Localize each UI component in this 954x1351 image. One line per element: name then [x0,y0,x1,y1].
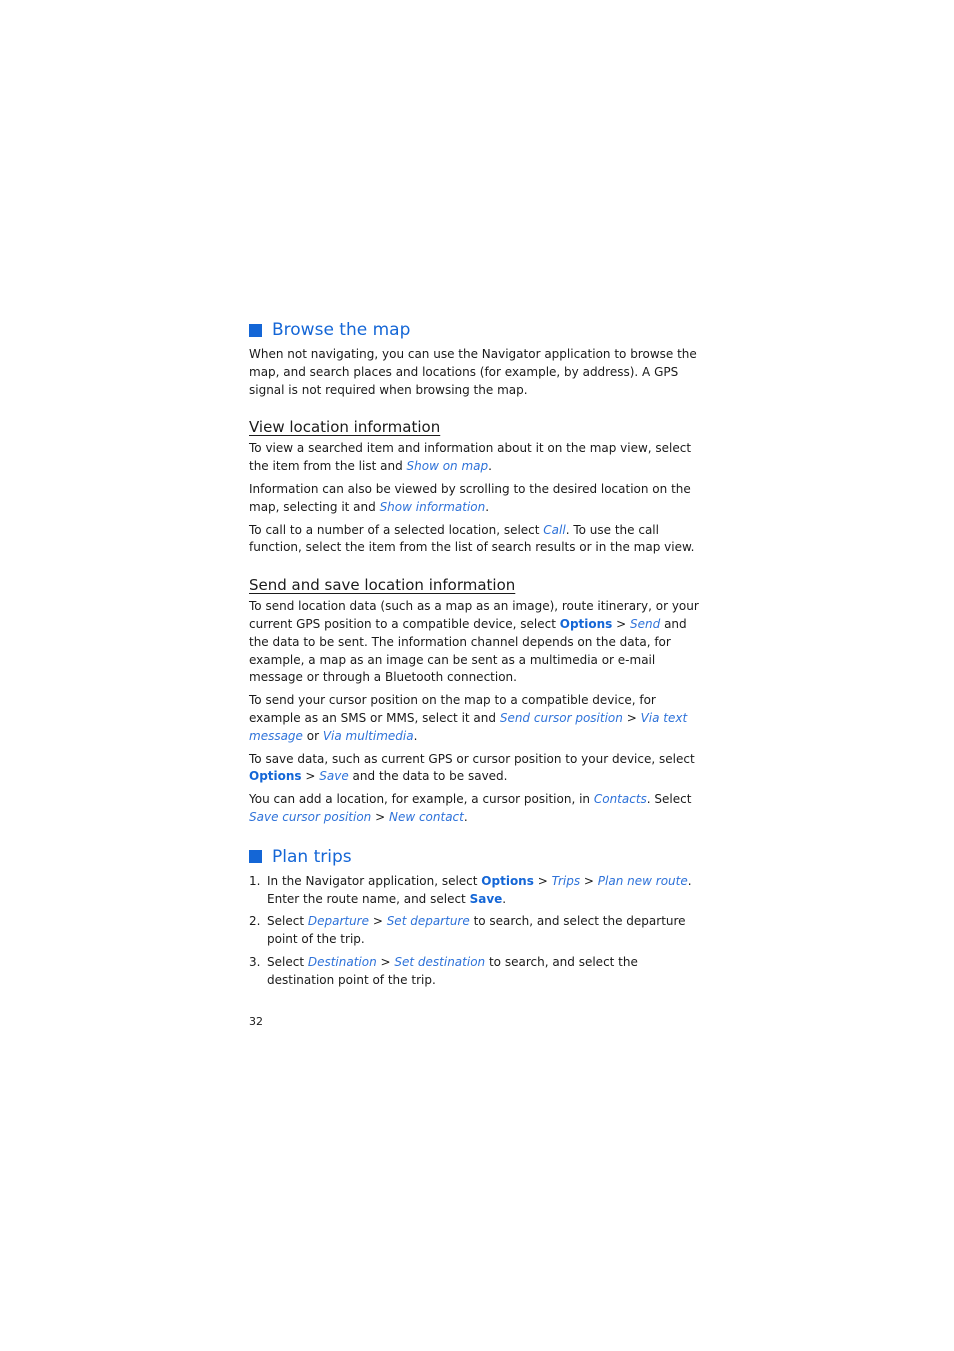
plan-new-route-link: Plan new route [597,873,688,888]
list-item: 1. In the Navigator application, select Options > Trips > Plan new route. Enter the route name, and select Save. [249,873,692,906]
options-label: Options [559,616,613,631]
send-link: Send [630,616,661,631]
via-multimedia-link: Via multimedia [322,728,414,743]
send-paragraph-4: You can add a location, for example, a cursor position, in Contacts. Select Save cursor position > New contact. [249,792,692,824]
via-text-message-link: Via text message [249,710,688,743]
heading-view-location-information: View location information [249,418,441,437]
blue-square-bullet-icon [249,850,262,863]
show-on-map-link: Show on map [406,459,489,474]
save-cursor-position-link: Save cursor position [249,809,372,824]
send-cursor-position-link: Send cursor position [499,710,623,725]
send-paragraph-2: To send your cursor position on the map to a compatible device, for example as an SMS or MMS, select it and Send cursor position > Via text message or Via multimedia. [249,693,688,743]
destination-link: Destination [307,954,377,969]
contacts-link: Contacts [593,792,647,807]
page-content [249,318,705,995]
heading-browse-the-map [249,318,705,342]
browse-intro-paragraph: When not navigating, you can use the Navigator application to browse the map, and search places and locations (for example, by address). A GPS signal is not required when browsing the map. [249,347,697,397]
new-contact-link: New contact [388,809,464,824]
heading-plan-trips [249,845,705,869]
options-label: Options [481,873,534,888]
options-label: Options [249,769,302,784]
send-paragraph-1: To send location data (such as a map as an image), route itinerary, or your current GPS position to a compatible device, select Options > Send and the data to be sent. The information channel depends on the data, for example, a map as an image can be sent as a multimedia or e-mail message or through a Bluetooth connection. [249,599,699,685]
view-paragraph-2: Information can also be viewed by scrolling to the desired location on the map, selecting it and Show information. [249,481,691,514]
trips-link: Trips [551,873,581,888]
list-item: 2. Select Departure > Set departure to search, and select the departure point of the trip. [249,914,686,947]
blue-square-bullet-icon [249,324,262,337]
send-paragraph-3: To save data, such as current GPS or cursor position to your device, select Options > Save and the data to be saved. [249,751,695,784]
page-number: 32 [249,1015,263,1028]
show-information-link: Show information [379,499,486,514]
plan-trips-steps [249,873,705,990]
save-label: Save [469,891,503,906]
view-paragraph-1: To view a searched item and information about it on the map view, select the item from the list and Show on map. [249,441,692,474]
heading-send-and-save-location-information: Send and save location information [249,576,516,595]
heading-browse-the-map-text: Browse the map [272,320,411,340]
list-item: 3. Select Destination > Set destination to search, and select the destination point of the trip. [249,954,638,987]
call-link: Call [543,522,566,537]
save-link: Save [319,769,349,784]
view-paragraph-3: To call to a number of a selected location, select Call. To use the call function, select the item from the list of search results or in the map view. [249,522,695,555]
set-departure-link: Set departure [386,914,470,929]
set-destination-link: Set destination [394,954,486,969]
departure-link: Departure [307,914,369,929]
heading-plan-trips-text: Plan trips [272,846,352,867]
